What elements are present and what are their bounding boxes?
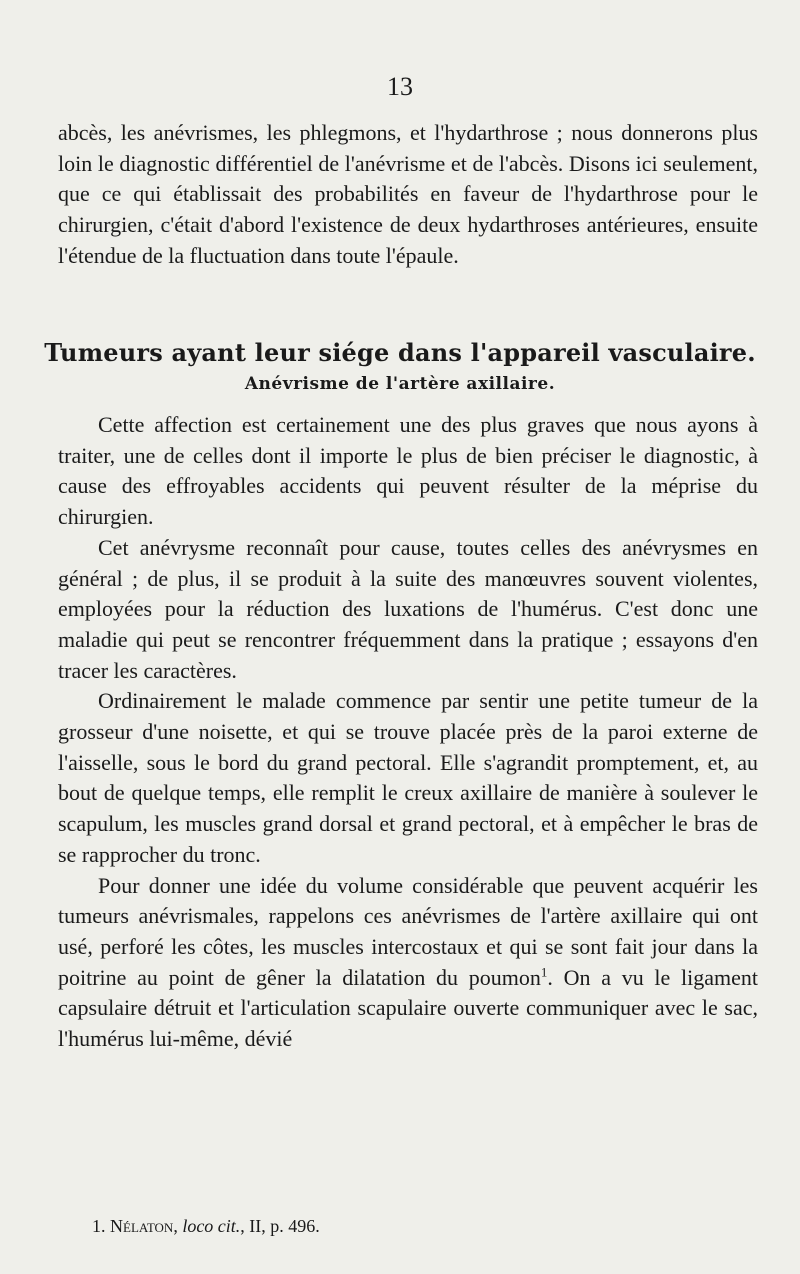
footnote-number: 1.: [92, 1216, 106, 1236]
paragraph-4: [58, 871, 758, 1055]
subsection-title: Anévrisme de l'artère axillaire.: [244, 374, 556, 394]
intro-text: [58, 118, 758, 272]
section-title: Tumeurs ayant leur siége dans l'appareil vasculaire.: [44, 338, 756, 367]
page-number: 13: [387, 72, 413, 101]
paragraph-1: Cette affection est certainement une des plus graves que nous ayons à traiter, une de celles dont il importe le plus de bien préciser le diagnostic, à cause des effroyables accidents qui peuvent résulter de la méprise du chirurgien.: [58, 412, 758, 530]
footnote-marker: 1: [540, 964, 548, 980]
paragraph-3: Ordinairement le malade commence par sentir une petite tumeur de la grosseur d'une noisette, et qui se trouve placée près de la paroi externe de l'aisselle, sous le bord du grand pectoral. Elle s'agrandit promptement, et, au bout de quelque temps, elle remplit le creux axillaire de manière à soulever le scapulum, les muscles grand dorsal et grand pectoral, et à empêcher le bras de se rapprocher du tronc.: [58, 688, 758, 867]
intro-paragraph: abcès, les anévrismes, les phlegmons, et l'hydarthrose ; nous donnerons plus loin le diagnostic différentiel de l'anévrisme et de l'abcès. Disons ici seulement, que ce qui établissait des probabilités en faveur de l'hydarthrose pour le chirurgien, c'était d'abord l'existence de deux hydarthroses antérieures, ensuite l'étendue de la fluctuation dans toute l'épaule.: [58, 120, 758, 268]
footnote-author: Nélaton: [110, 1216, 174, 1236]
paragraph-4-part-a: Pour donner une idée du volume considérable que peuvent acquérir les tumeurs anévrismales, rappelons ces anévrismes de l'artère axillaire qui ont usé, perforé les côtes, les muscles intercostaux et qui se sont fait jour dans la poitrine au point de gêner la dilatation du poumon: [58, 872, 758, 990]
body-text: [58, 410, 758, 1055]
paragraph-2: Cet anévrysme reconnaît pour cause, toutes celles des anévrysmes en général ; de plus, il se produit à la suite des manœuvres souvent violentes, employées pour la réduction des luxations de l'humérus. C'est donc une maladie qui peut se rencontrer fréquemment dans la pratique ; essayons d'en tracer les caractères.: [58, 534, 758, 683]
paragraph-4-part-b: . On a vu le ligament capsulaire détruit et l'articulation scapulaire ouverte communiquer avec le sac, l'humérus lui-même, dévié: [58, 964, 758, 1052]
footnote-reference: loco cit.: [182, 1216, 241, 1236]
footnote: [92, 1216, 320, 1237]
footnote-separator: ,: [173, 1216, 183, 1236]
footnote-pages: , II, p. 496.: [240, 1216, 320, 1236]
